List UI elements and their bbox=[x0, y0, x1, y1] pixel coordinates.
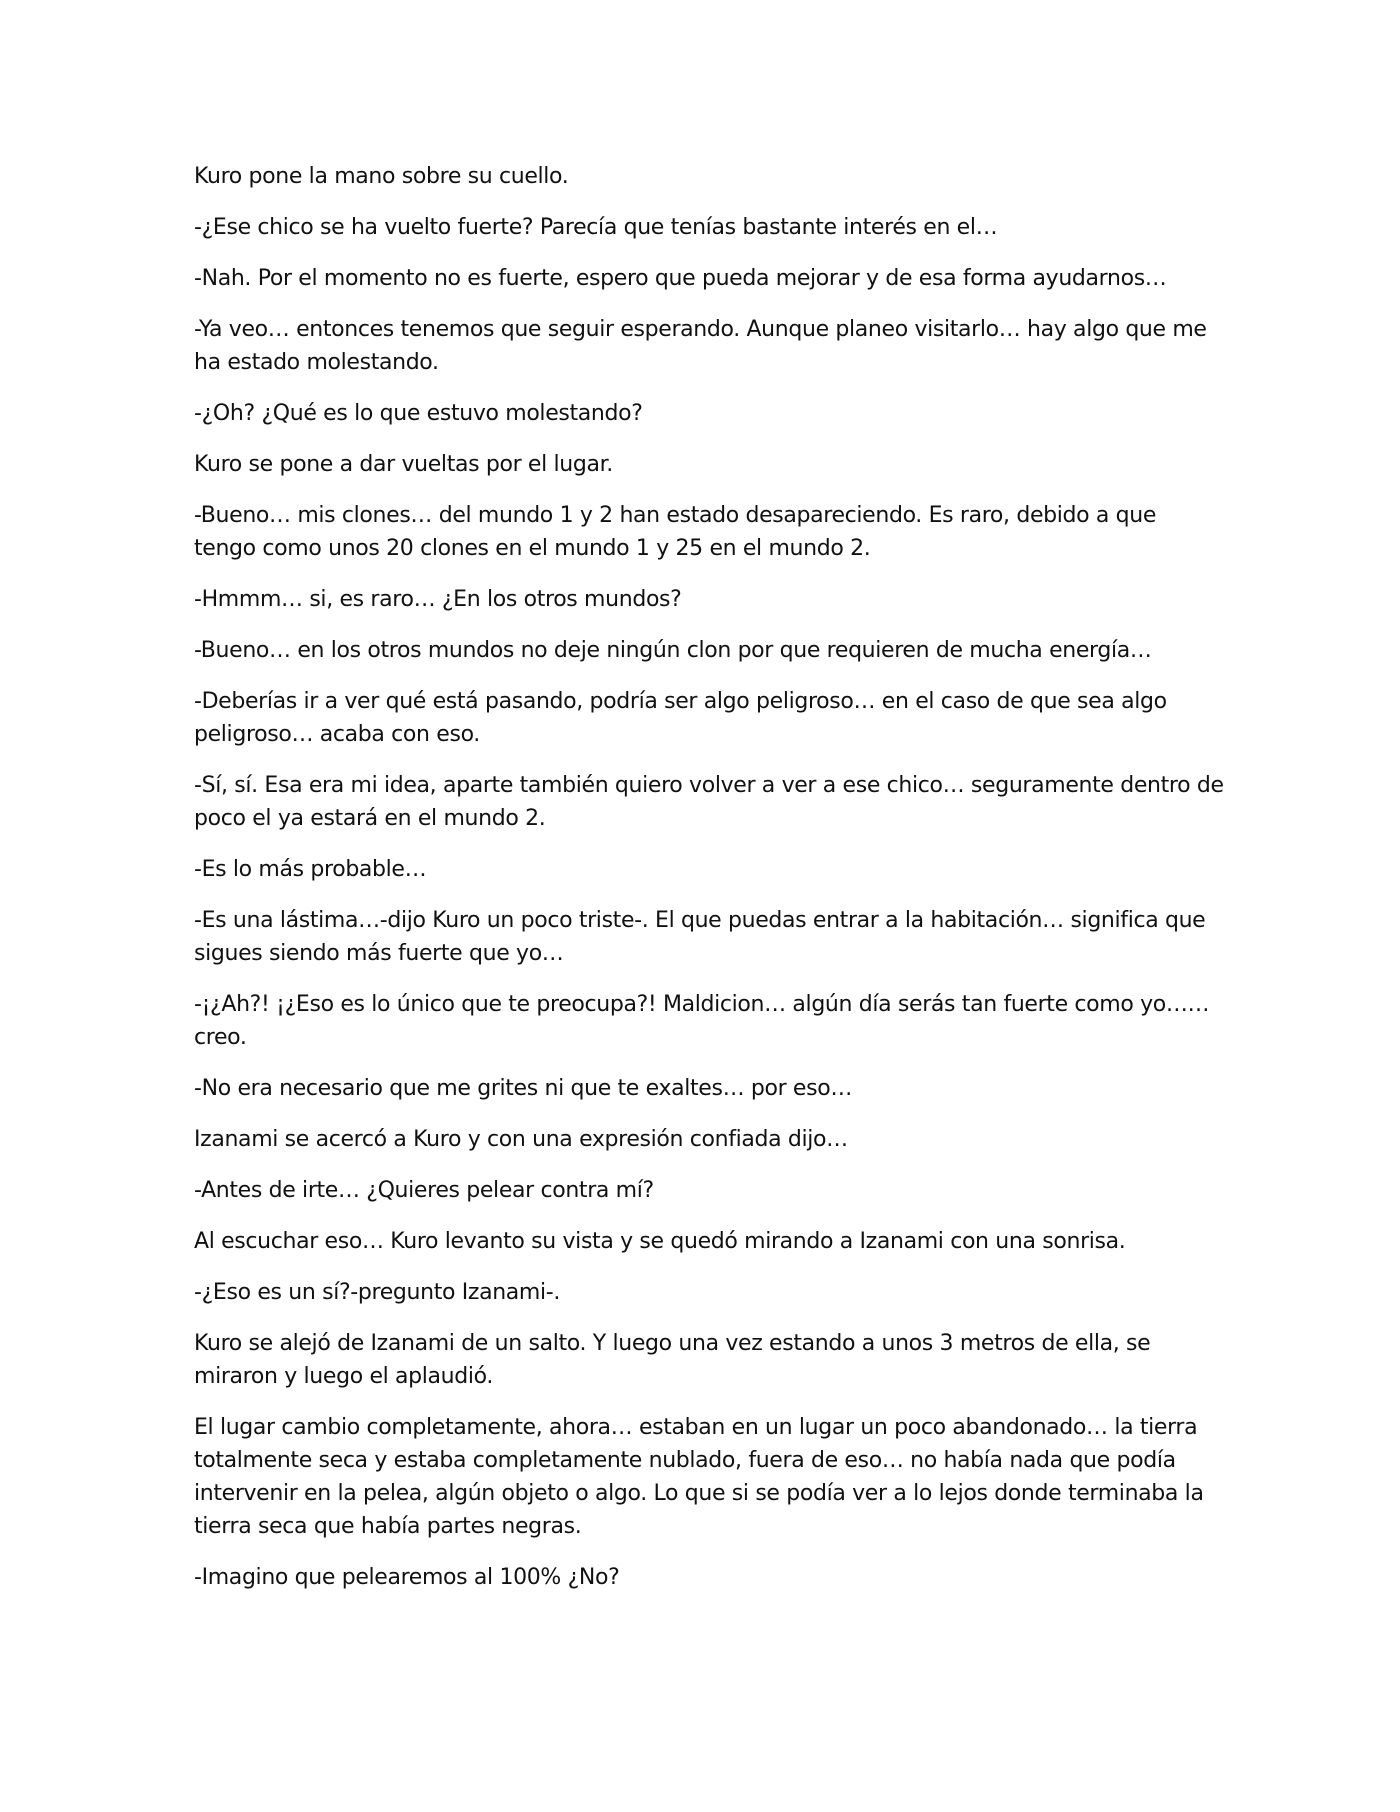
paragraph: -¡¿Ah?! ¡¿Eso es lo único que te preocupa?! Maldicion… algún día serás tan fuerte como yo…… creo. bbox=[194, 992, 1210, 1050]
paragraph: Izanami se acercó a Kuro y con una expresión confiada dijo… bbox=[194, 1127, 848, 1152]
paragraph: -No era necesario que me grites ni que te exaltes… por eso… bbox=[194, 1076, 852, 1101]
paragraph: Kuro se alejó de Izanami de un salto. Y luego una vez estando a unos 3 metros de ella, se miraron y luego el aplaudió. bbox=[194, 1331, 1151, 1389]
paragraph: -¿Eso es un sí?-pregunto Izanami-. bbox=[194, 1280, 560, 1305]
paragraph: -Nah. Por el momento no es fuerte, espero que pueda mejorar y de esa forma ayudarnos… bbox=[194, 266, 1167, 291]
paragraph: -Es una lástima…-dijo Kuro un poco triste-. El que puedas entrar a la habitación… significa que sigues siendo más fuerte que yo… bbox=[194, 908, 1206, 966]
paragraph: -Deberías ir a ver qué está pasando, podría ser algo peligroso… en el caso de que sea algo peligroso… acaba con eso. bbox=[194, 689, 1167, 747]
paragraph: -Bueno… en los otros mundos no deje ningún clon por que requieren de mucha energía… bbox=[194, 638, 1152, 663]
paragraph: -Bueno… mis clones… del mundo 1 y 2 han estado desapareciendo. Es raro, debido a que tengo como unos 20 clones en el mundo 1 y 25 en el mundo 2. bbox=[194, 503, 1157, 561]
paragraph: Al escuchar eso… Kuro levanto su vista y se quedó mirando a Izanami con una sonrisa. bbox=[194, 1229, 1126, 1254]
paragraph: El lugar cambio completamente, ahora… estaban en un lugar un poco abandonado… la tierra totalmente seca y estaba completamente nublado, fuera de eso… no había nada que podía intervenir en la pelea, algún objeto o algo. Lo que si se podía ver a lo lejos donde terminaba la tierra seca que había partes negras. bbox=[194, 1415, 1204, 1539]
paragraph: -Es lo más probable… bbox=[194, 857, 427, 882]
document-body bbox=[194, 160, 1224, 1612]
paragraph: -Antes de irte… ¿Quieres pelear contra mí? bbox=[194, 1178, 654, 1203]
paragraph: -¿Ese chico se ha vuelto fuerte? Parecía que tenías bastante interés en el… bbox=[194, 215, 998, 240]
paragraph: -Sí, sí. Esa era mi idea, aparte también quiero volver a ver a ese chico… seguramente dentro de poco el ya estará en el mundo 2. bbox=[194, 773, 1224, 831]
paragraph: -Hmmm… si, es raro… ¿En los otros mundos? bbox=[194, 587, 682, 612]
paragraph: -¿Oh? ¿Qué es lo que estuvo molestando? bbox=[194, 401, 643, 426]
paragraph: Kuro pone la mano sobre su cuello. bbox=[194, 164, 569, 189]
paragraph: Kuro se pone a dar vueltas por el lugar. bbox=[194, 452, 613, 477]
paragraph: -Imagino que pelearemos al 100% ¿No? bbox=[194, 1565, 620, 1590]
paragraph: -Ya veo… entonces tenemos que seguir esperando. Aunque planeo visitarlo… hay algo que me ha estado molestando. bbox=[194, 317, 1207, 375]
